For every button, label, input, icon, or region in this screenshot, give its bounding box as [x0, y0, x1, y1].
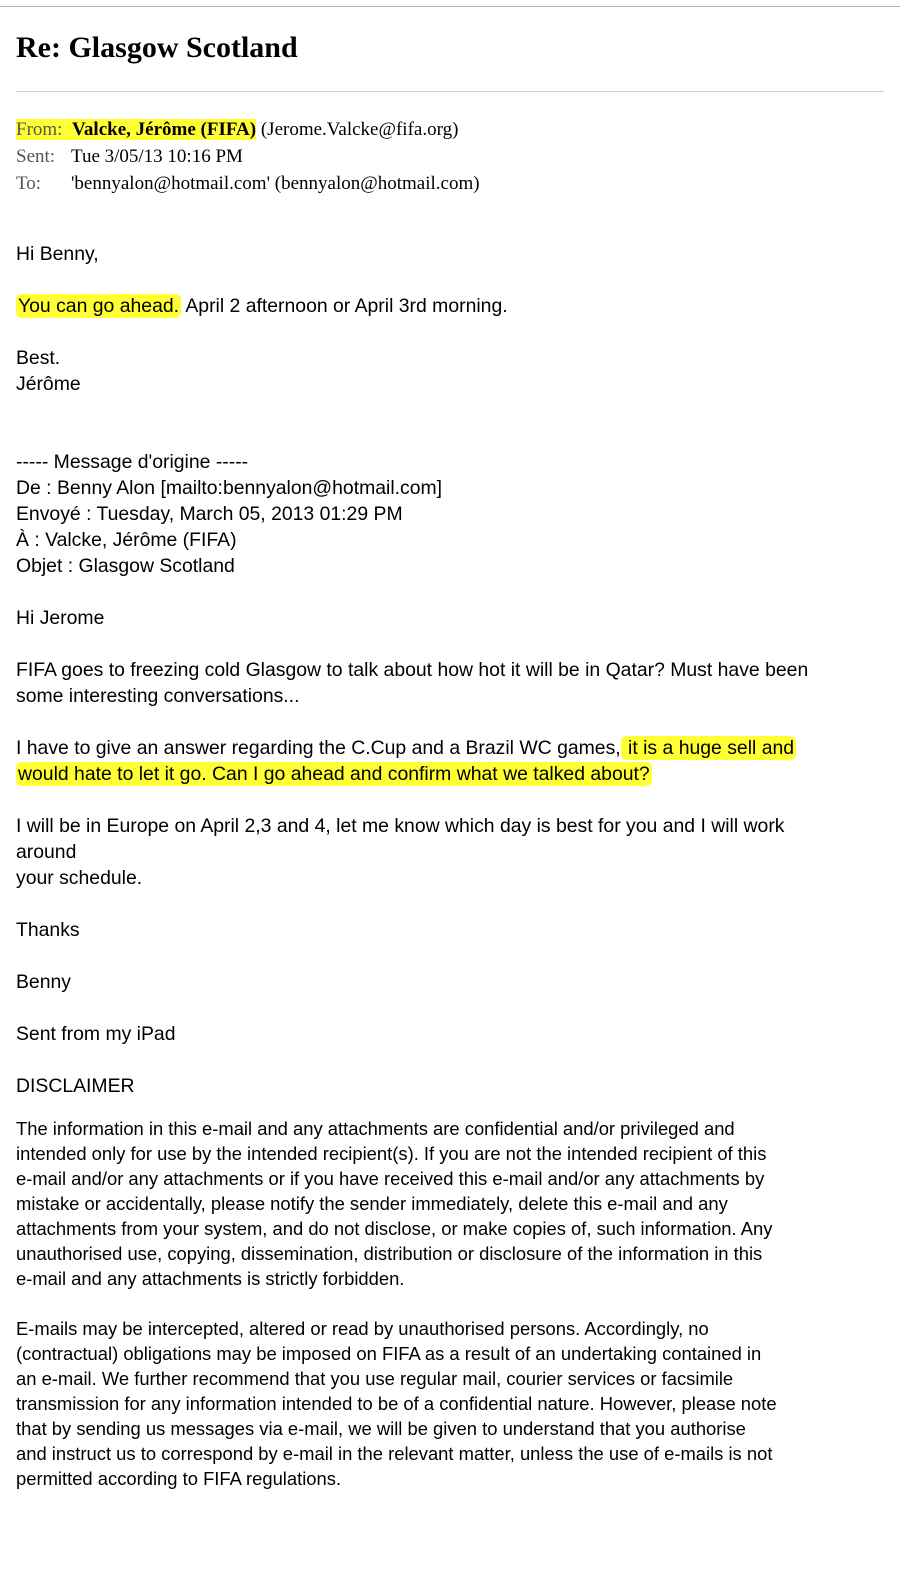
to-label: To:: [16, 173, 42, 194]
to-row: [16, 171, 480, 197]
reply-signature: Jérôme: [16, 373, 81, 395]
disclaimer-line: e-mail and any attachments is strictly forbidden.: [16, 1268, 405, 1289]
reply-body: [16, 241, 884, 397]
disclaimer-line: and instruct us to correspond by e-mail in the relevant matter, unless the use of e-mails is not: [16, 1443, 773, 1464]
sent-from-ipad: Sent from my iPad: [16, 1023, 176, 1045]
disclaimer-line: attachments from your system, and do not disclose, or make copies of, such information. Any: [16, 1218, 773, 1239]
from-row: [16, 117, 458, 143]
top-border: [0, 6, 900, 7]
original-subject: Objet : Glasgow Scotland: [16, 555, 235, 577]
to-value: 'bennyalon@hotmail.com' (bennyalon@hotmail.com): [71, 173, 480, 194]
email-subject: Re: Glasgow Scotland: [16, 31, 298, 64]
disclaimer-line: intended only for use by the intended recipient(s). If you are not the intended recipient of this: [16, 1143, 767, 1164]
disclaimer-line: that by sending us messages via e-mail, we will be given to understand that you authorise: [16, 1418, 746, 1439]
reply-rest: April 2 afternoon or April 3rd morning.: [181, 295, 508, 317]
from-label: From:: [16, 119, 63, 140]
reply-highlight: You can go ahead.: [18, 295, 180, 317]
from-name: Valcke, Jérôme (FIFA): [71, 119, 257, 140]
original-message: [16, 449, 884, 1099]
disclaimer-line: permitted according to FIFA regulations.: [16, 1468, 342, 1489]
subject-divider: [16, 91, 884, 92]
disclaimer-line: The information in this e-mail and any attachments are confidential and/or privileged and: [16, 1118, 735, 1139]
paragraph-3-line-3: your schedule.: [16, 867, 143, 889]
disclaimer-line: an e-mail. We further recommend that you use regular mail, courier services or facsimile: [16, 1368, 734, 1389]
reply-signoff: Best.: [16, 347, 61, 369]
sent-label: Sent:: [16, 146, 56, 167]
disclaimer-line: e-mail and/or any attachments or if you have received this e-mail and/or any attachments by: [16, 1168, 765, 1189]
paragraph-3-line-2: around: [16, 841, 77, 863]
from-highlight: [16, 119, 256, 140]
disclaimer-line: transmission for any information intended to be of a confidential nature. However, please note: [16, 1393, 777, 1414]
reply-line: [16, 293, 884, 319]
paragraph-1-line-1: FIFA goes to freezing cold Glasgow to talk about how hot it will be in Qatar? Must have been: [16, 659, 809, 681]
reply-greeting: Hi Benny,: [16, 243, 99, 265]
original-sent: Envoyé : Tuesday, March 05, 2013 01:29 PM: [16, 503, 403, 525]
disclaimer-line: (contractual) obligations may be imposed on FIFA as a result of an undertaking contained in: [16, 1343, 762, 1364]
original-name: Benny: [16, 971, 71, 993]
paragraph-2-line-2: [16, 761, 884, 787]
original-from: De : Benny Alon [mailto:bennyalon@hotmail.com]: [16, 477, 443, 499]
paragraph-2-highlight-b: would hate to let it go. Can I go ahead and confirm what we talked about?: [18, 763, 650, 785]
disclaimer-paragraph-1: [16, 1116, 884, 1291]
original-thanks: Thanks: [16, 919, 80, 941]
from-address: (Jerome.Valcke@fifa.org): [260, 119, 459, 140]
paragraph-3-line-1: I will be in Europe on April 2,3 and 4, let me know which day is best for you and I will work: [16, 815, 785, 837]
paragraph-2-plain: I have to give an answer regarding the C.Cup and a Brazil WC games,: [16, 737, 621, 759]
disclaimer-line: E-mails may be intercepted, altered or read by unauthorised persons. Accordingly, no: [16, 1318, 709, 1339]
disclaimer-line: mistake or accidentally, please notify the sender immediately, delete this e-mail and any: [16, 1193, 728, 1214]
disclaimer-line: unauthorised use, copying, dissemination, distribution or disclosure of the information in this: [16, 1243, 763, 1264]
disclaimer-paragraph-2: [16, 1316, 884, 1491]
original-separator: ----- Message d'origine -----: [16, 451, 249, 473]
paragraph-2-highlight-a: it is a huge sell and: [622, 737, 795, 759]
sent-row: [16, 144, 243, 170]
original-to: À : Valcke, Jérôme (FIFA): [16, 529, 237, 551]
paragraph-1-line-2: some interesting conversations...: [16, 685, 300, 707]
paragraph-2-line-1: [16, 735, 884, 761]
original-greeting: Hi Jerome: [16, 607, 105, 629]
disclaimer-title: DISCLAIMER: [16, 1075, 135, 1097]
sent-value: Tue 3/05/13 10:16 PM: [71, 146, 243, 167]
